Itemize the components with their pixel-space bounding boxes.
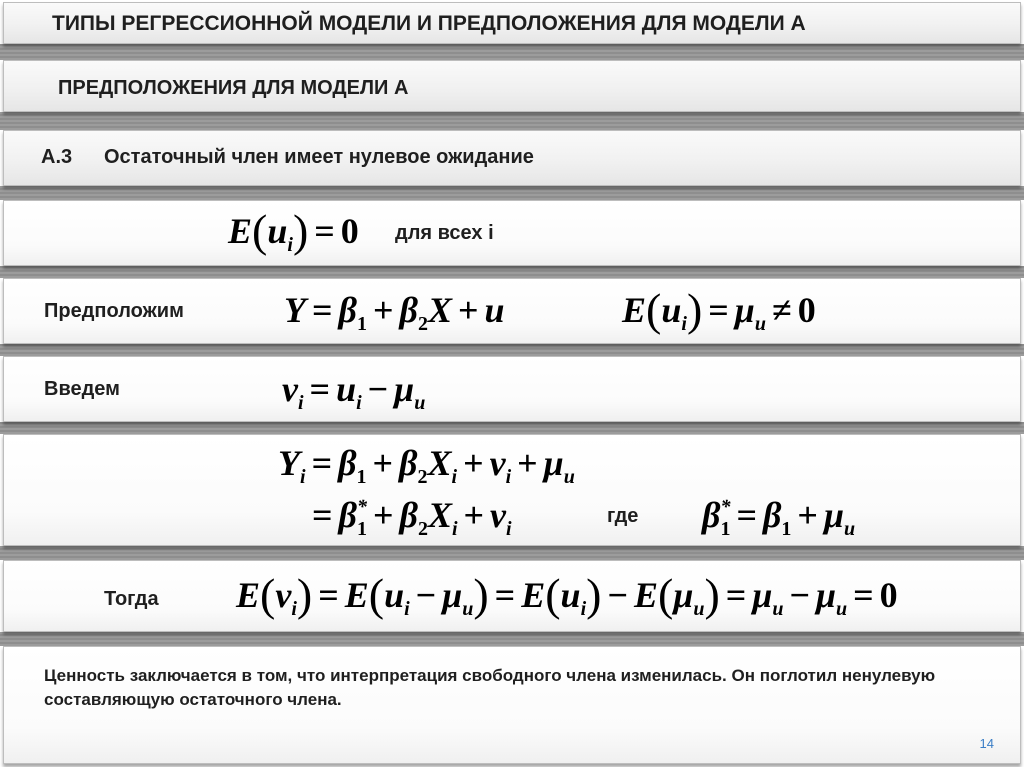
suppose-label: Предположим [44,300,184,322]
formula-y-rewritten: = $\beta_1^* + \beta_2X_i + v_i$ [312,495,512,540]
for-all-i-label: для всех i [395,222,494,244]
formula-e-u-mu: $E(u_i) = \mu_u \ne 0$ [622,284,816,335]
page-number: 14 [979,736,994,751]
subtitle-panel [3,60,1021,112]
introduce-label: Введем [44,378,120,400]
formula-v-definition: $v_i = u_i - \mu_u$ [282,369,426,414]
conclusion-text: Ценность заключается в том, что интерпретация свободного члена изменилась. Он поглотил ненулевую составляющую остаточного члена. [44,666,936,709]
then-label: Тогда [104,588,159,610]
formula-model: $Y = \beta_1 + \beta_2X + u$ [284,290,505,335]
page-title: ТИПЫ РЕГРЕССИОННОЙ МОДЕЛИ И ПРЕДПОЛОЖЕНИЯ ДЛЯ МОДЕЛИ А [52,12,806,35]
stripe-band-8 [0,632,1024,646]
conclusion-panel [3,646,1021,764]
formula-y-substituted: $Y_i = \beta_1 + \beta_2X_i + v_i + \mu_u$ [278,443,575,488]
header-panel [3,2,1021,44]
formula-e-v-zero: $E(v_i) = E(u_i - \mu_u) = E(u_i) - E(\mu_u) = \mu_u - \mu_u = 0$ [236,569,898,620]
then-panel [3,560,1021,632]
suppose-panel [3,278,1021,344]
assumption-text: Остаточный член имеет нулевое ожидание [104,146,534,168]
page-subtitle: ПРЕДПОЛОЖЕНИЯ ДЛЯ МОДЕЛИ А [58,77,409,99]
substitution-panel [3,434,1021,546]
assumption-panel [3,130,1021,186]
stripe-band-5 [0,344,1024,356]
assumption-number: A.3 [41,146,73,168]
where-label: где [607,505,639,527]
formula-e-u-zero: $E(u_i) = 0$ [228,205,359,256]
stripe-band-4 [0,266,1024,278]
formula-beta-star: $\beta_1^* = \beta_1 + \mu_u$ [702,495,856,540]
introduce-panel [3,356,1021,422]
zero-expectation-panel [3,200,1021,266]
stripe-band-6 [0,422,1024,434]
stripe-band-2 [0,112,1024,130]
stripe-band-1 [0,44,1024,60]
stripe-band-7 [0,546,1024,560]
stripe-band-3 [0,186,1024,200]
